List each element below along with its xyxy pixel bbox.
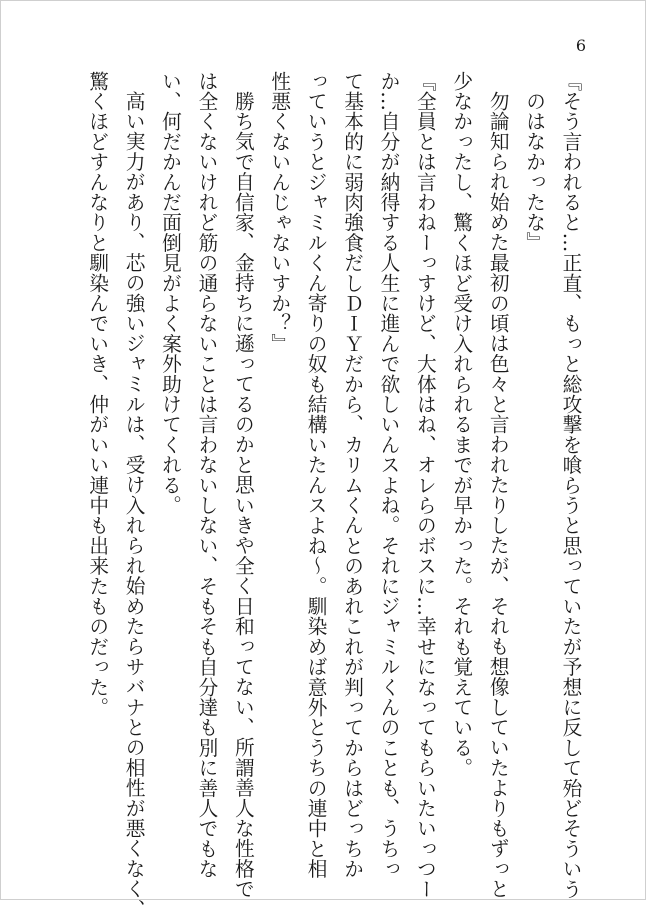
text-column: 『全員とは言わねーっすけど、大体はね、オレらのボスに…幸せになってもらいたいっつー [413, 71, 437, 900]
text-column: 性悪くないんじゃないすか？』 [267, 71, 291, 354]
text-column: 勝ち気で自信家、金持ちに遜ってるのかと思いきや全く日和ってない、所謂善人な性格で [231, 91, 255, 899]
text-column: は全くないけれど筋の通らないことは言わないしない、そもそも自分達も別に善人でもな [194, 71, 218, 879]
text-column: のはなかったな』 [522, 91, 546, 253]
text-column: 高い実力があり、芯の強いジャミルは、受け入れられ始めたらサバナとの相性が悪くなく、 [122, 91, 146, 919]
text-column: 『そう言われると…正直、もっと総攻撃を喰らうと思っていたが予想に反して殆どそういう [559, 71, 582, 900]
text-column: 少なかったし、驚くほど受け入れられるまでが早かった。それも覚えている。 [449, 71, 473, 778]
text-column: っていうとジャミルくん寄りの奴も結構いたんスよね〜。馴染めば意外とうちの連中と相 [304, 71, 328, 879]
text-column: て基本的に弱肉強食だしＤＩＹだから、カリムくんとのあれこれが判ってからはどっちか [340, 71, 364, 879]
text-column: 勿論知られ始めた最初の頃は色々と言われたりしたが、それも想像していたよりもずっと [486, 91, 510, 899]
text-column: い、何だかんだ面倒見がよく案外助けてくれる。 [158, 71, 182, 516]
text-column: 驚くほどすんなりと馴染んでいき、仲がいい連中も出来たものだった。 [85, 71, 109, 718]
body-text [78, 71, 588, 919]
text-column: か…自分が納得する人生に進んで欲しいんスよね。それにジャミルくんのことも、うちっ [376, 71, 400, 879]
page-number: 6 [575, 36, 587, 55]
